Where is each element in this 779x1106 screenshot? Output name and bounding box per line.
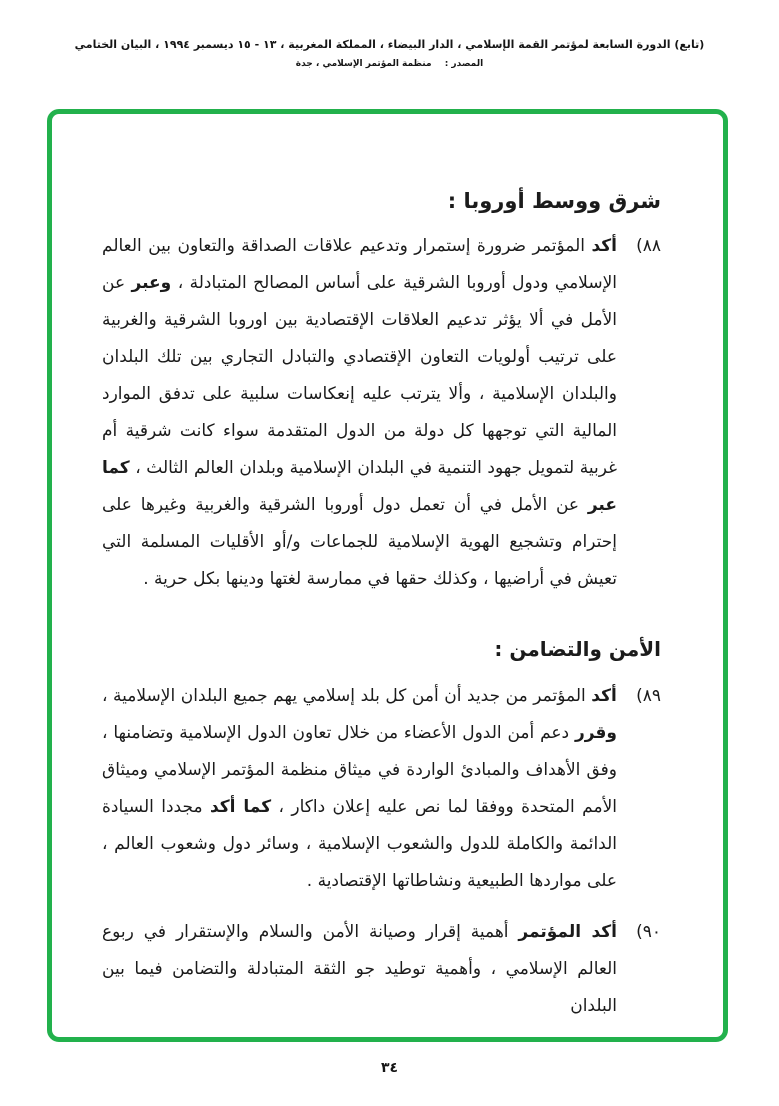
text-run: أهمية إقرار وصيانة الأمن والسلام والإستقرار في ربوع العالم الإسلامي ، وأهمية توطيد جو الثقة المتبادلة والتضامن فيما بين البلدان (102, 922, 617, 1016)
text-run: أكد المؤتمر (518, 922, 617, 942)
text-run: أكد (591, 236, 617, 256)
section-title-east-central-europe: شرق ووسط أوروبا : (447, 189, 661, 213)
paragraph-90-number: ٩٠) (636, 922, 661, 942)
text-run: دعم أمن الدول الأعضاء من خلال تعاون الدول الإسلامية وتضامنها ، وفق الأهداف والمبادئ الواردة في ميثاق منظمة المؤتمر الإسلامي وميثاق الأمم المتحدة ووفقا لما نص عليه إعلان داكار ، (102, 723, 618, 817)
document-body (52, 114, 723, 1037)
document-header (0, 38, 779, 69)
header-source (0, 59, 779, 69)
header-title: (تابع) الدورة السابعة لمؤتمر القمة الإسلامي ، الدار البيضاء ، المملكة المغربية ، ١٣ - ١٥ ديسمبر ١٩٩٤ ، البيان الختامي (74, 38, 705, 51)
paragraph-89-number: ٨٩) (636, 686, 661, 706)
paragraph-90-text (102, 914, 617, 1025)
green-frame (47, 109, 728, 1042)
text-run: كما عبر (102, 458, 617, 515)
header-source-value: منظمة المؤتمر الإسلامي ، جدة (295, 59, 432, 69)
paragraph-88 (102, 228, 661, 598)
paragraph-89-text (102, 678, 617, 900)
page-number: ٣٤ (380, 1060, 399, 1076)
text-run: المؤتمر من جديد أن أمن كل بلد إسلامي يهم جميع البلدان الإسلامية ، (102, 686, 586, 706)
paragraph-88-number: ٨٨) (636, 236, 661, 256)
paragraph-88-text (102, 228, 617, 598)
text-run: المؤتمر ضرورة إستمرار وتدعيم علاقات الصداقة والتعاون بين العالم الإسلامي ودول أوروبا الشرقية على أساس المصالح المتبادلة ، (102, 236, 617, 293)
section-title-security-solidarity: الأمن والتضامن : (494, 637, 661, 661)
paragraph-90 (102, 914, 661, 1025)
text-run: مجددا السيادة الدائمة والكاملة للدول والشعوب الإسلامية ، وسائر دول وشعوب العالم ، على مواردها الطبيعية ونشاطاتها الإقتصادية . (102, 797, 617, 891)
text-run: عن الأمل في ألا يؤثر تدعيم العلاقات الإقتصادية بين اوروبا الشرقية والغربية على ترتيب أولويات التعاون الإقتصادي والتبادل التجاري بين تلك البلدان والبلدان الإسلامية ، وألا يترتب عليه إنعكاسات سلبية على تدفق الموارد المالية التي توجهها كل دولة من الدول المتقدمة سواء كانت شرقية أم غربية لتمويل جهود التنمية في البلدان الإسلامية وبلدان العالم الثالث ، (102, 273, 617, 478)
text-run: كما أكد (209, 797, 272, 817)
text-run: عن الأمل في أن تعمل دول أوروبا الشرقية والغربية وغيرها على إحترام وتشجيع الهوية الإسلامية للجماعات و/أو الأقليات المسلمة التي تعيش في أراضيها ، وكذلك حقها في ممارسة لغتها ودينها بكل حرية . (102, 495, 617, 589)
header-source-label: المصدر : (444, 59, 484, 69)
text-run: وعبر (131, 273, 172, 293)
text-run: وقرر (574, 723, 617, 743)
paragraph-89 (102, 678, 661, 900)
text-run: أكد (591, 686, 617, 706)
